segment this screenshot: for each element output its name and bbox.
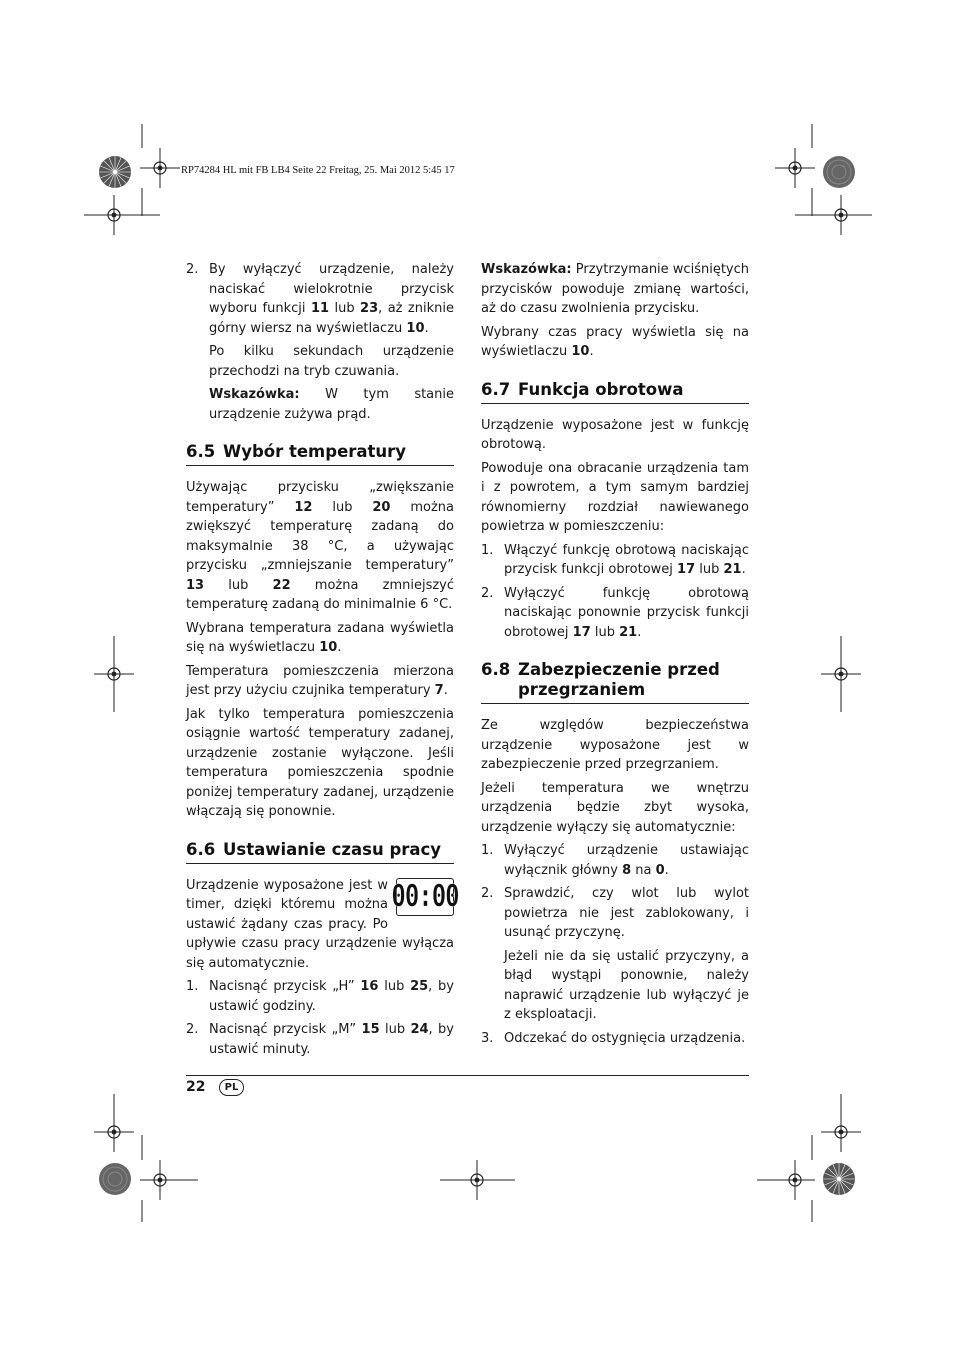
language-badge: PL [219, 1079, 244, 1096]
paragraph: Jeżeli nie da się ustalić przyczyny, a błąd wystąpi ponownie, należy naprawić urządzenie lub wyłączyć je z eksploatacji. [504, 948, 749, 1022]
paragraph: Wybrany czas pracy wyświetla się na wyświetlaczu 10. [481, 324, 749, 359]
paragraph: Urządzenie wyposażone jest w funkcję obrotową. [481, 417, 749, 452]
section-heading-6-5: 6.5 Wybór temperatury [186, 442, 454, 466]
left-column [186, 260, 459, 1063]
paragraph: Temperatura pomieszczenia mierzona jest przy użyciu czujnika temperatury 7. [186, 663, 454, 698]
section-heading-6-8: 6.8 Zabezpieczenie przed przegrzaniem [481, 660, 749, 704]
note: Wskazówka: Przytrzymanie wciśniętych przycisków powoduje zmianę wartości, aż do czasu zwolnienia przycisku. [481, 262, 749, 316]
standby-text: Po kilku sekundach urządzenie przechodzi na tryb czuwania. [209, 344, 454, 379]
list-item: 1. Wyłączyć urządzenie ustawiając wyłącznik główny 8 na 0. [481, 843, 749, 878]
list-item: 1. Nacisnąć przycisk „H” 16 lub 25, by ustawić godziny. [186, 979, 454, 1014]
list-item: 2. Sprawdzić, czy wlot lub wylot powietrza nie jest zablokowany, i usunąć przyczynę. [481, 886, 749, 940]
right-column [481, 260, 749, 1052]
list-item: 2. By wyłączyć urządzenie, należy naciskać wielokrotnie przycisk wyboru funkcji 11 lub 23, aż zniknie górny wiersz na wyświetlaczu 10. [186, 262, 454, 336]
list-item: 2. Nacisnąć przycisk „M” 15 lub 24, by ustawić minuty. [186, 1022, 454, 1057]
section-heading-6-6: 6.6 Ustawianie czasu pracy [186, 840, 454, 864]
list-item: 3. Odczekać do ostygnięcia urządzenia. [481, 1030, 746, 1046]
footer-rule [186, 1075, 749, 1076]
paragraph: Ze względów bezpieczeństwa urządzenie wyposażone jest w zabezpieczenie przed przegrzaniem. [481, 718, 749, 772]
paragraph: Jak tylko temperatura pomieszczenia osiągnie wartość temperatury zadanej, urządzenie zostanie wyłączone. Jeśli temperatura pomieszczenia spodnie poniżej temperatury zadanej, urządzenie włączają się ponownie. [186, 706, 454, 819]
section-heading-6-7: 6.7 Funkcja obrotowa [481, 380, 749, 404]
note: Wskazówka: W tym stanie urządzenie zużywa prąd. [209, 387, 454, 422]
paragraph: Jeżeli temperatura we wnętrzu urządzenia będzie zbyt wysoka, urządzenie wyłączy się automatycznie: [481, 780, 749, 835]
paragraph: Powoduje ona obracanie urządzenia tam i z powrotem, a tym samym bardziej równomierny rozdział nawiewanego powietrza w pomieszczeniu: [481, 460, 749, 534]
list-number: 2. [186, 262, 199, 277]
paragraph: Wybrana temperatura zadana wyświetla się na wyświetlaczu 10. [186, 620, 454, 655]
print-header: RP74284 HL mit FB LB4 Seite 22 Freitag, 25. Mai 2012 5:45 17 [181, 165, 455, 176]
list-item: 2. Wyłączyć funkcję obrotową naciskając ponownie przycisk funkcji obrotowej 17 lub 21. [481, 585, 749, 640]
page-number: 22 [186, 1079, 206, 1095]
list-item: 1. Włączyć funkcję obrotową naciskając przycisk funkcji obrotowej 17 lub 21. [481, 542, 749, 577]
lcd-display-icon: 00:00 [396, 878, 454, 916]
paragraph: Urządzenie wyposażone jest w timer, dzięki któremu można ustawić żądany czas pracy. Po upływie czasu pracy urządzenie wyłącza się automatycznie. [186, 877, 454, 971]
paragraph: Używając przycisku „zwiększanie temperatury” 12 lub 20 można zwiększyć temperaturę zadaną do maksymalnie 38 °C, a używając przycisku „zmniejszanie temperatury” 13 lub 22 można zmniejszyć temperaturę zadaną do minimalnie 6 °C. [186, 480, 455, 612]
